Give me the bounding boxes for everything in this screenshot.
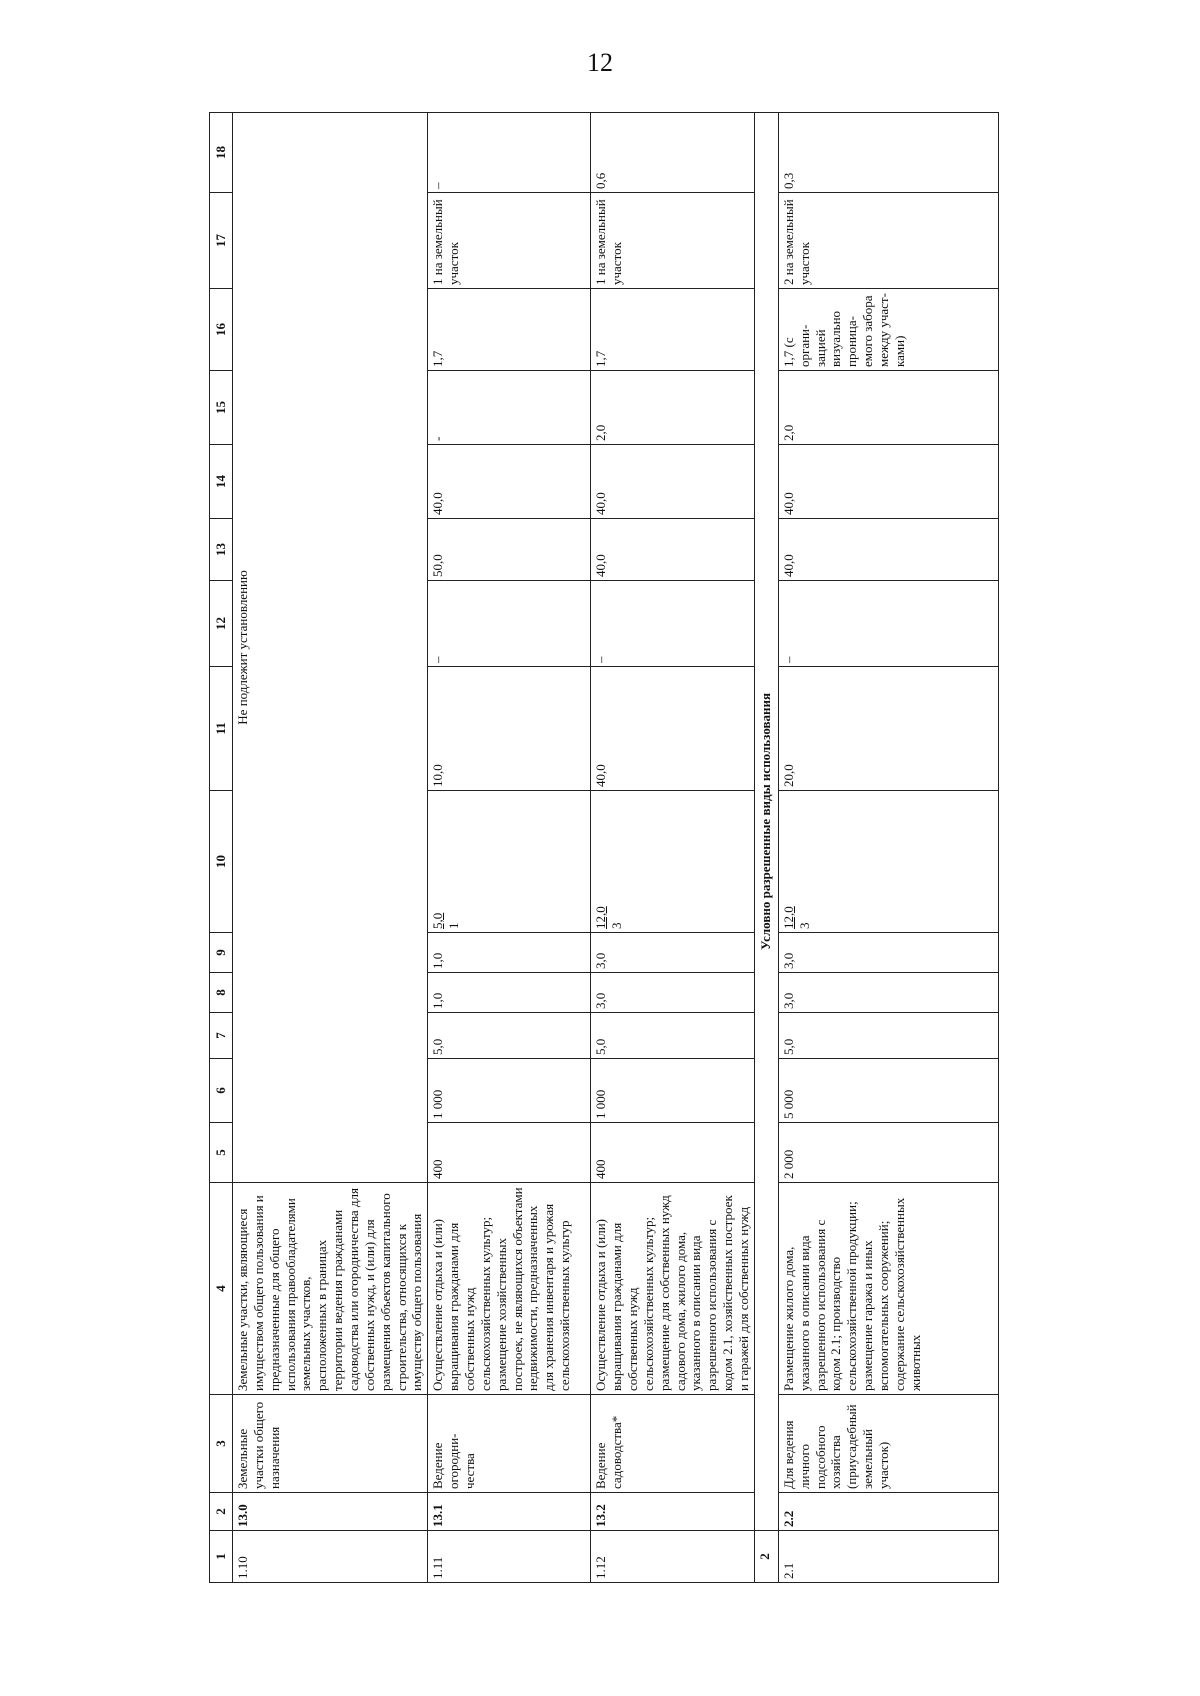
- row-number: 2.1: [778, 1531, 998, 1583]
- fraction-numerator: 12,0: [593, 906, 609, 929]
- use-description: Осуществление отдыха и (или) выращивания гражданами для собственных нужд сельскохозяйственных культур; размещение для собственных нужд садового дома, жилого дома, указанного в описании вида разрешенного использования с кодом 2.1, хозяйственных построек и гаражей для собственных нужд: [591, 1183, 755, 1395]
- col-header: 15: [210, 371, 233, 445]
- cell: 1,7 (с органи-зацией визуально проница-емого забора между участ-ками): [778, 289, 998, 371]
- rotated-table-container: [209, 113, 1027, 1583]
- cell: 40,0: [591, 445, 755, 519]
- cell: 1,7: [591, 289, 755, 371]
- section-number: 2: [754, 1531, 778, 1583]
- col-header: 1: [210, 1531, 233, 1583]
- cell: –: [428, 581, 591, 667]
- fraction-cell: [591, 791, 755, 933]
- use-name: Ведение садоводства*: [591, 1395, 755, 1493]
- cell: –: [591, 581, 755, 667]
- cell: 2 на земельный участок: [778, 193, 998, 289]
- fraction-cell: [778, 791, 998, 933]
- use-code: 13.2: [591, 1493, 755, 1531]
- cell: 5,0: [591, 1013, 755, 1059]
- cell: 400: [428, 1123, 591, 1183]
- table-row: [428, 113, 591, 1583]
- col-header: 12: [210, 581, 233, 667]
- col-header: 16: [210, 289, 233, 371]
- cell: 2,0: [778, 371, 998, 445]
- use-code: 13.1: [428, 1493, 591, 1531]
- use-name: Ведение огородни-чества: [428, 1395, 591, 1493]
- use-name: Для ведения личного подсобного хозяйства (приусадебный земельный участок): [778, 1395, 998, 1493]
- col-header: 14: [210, 445, 233, 519]
- cell: 40,0: [778, 445, 998, 519]
- section-title: Условно разрешенные виды использования: [754, 113, 778, 1531]
- cell: 40,0: [591, 519, 755, 581]
- cell: 3,0: [778, 973, 998, 1013]
- use-description: Размещение жилого дома, указанного в описании вида разрешенного использования с кодом 2.1; производство сельскохозяйственной продукции; размещение гаража и иных вспомогательных сооружений; содержание сельскохозяйственных животных: [778, 1183, 998, 1395]
- col-header: 5: [210, 1123, 233, 1183]
- cell: 1 000: [591, 1059, 755, 1123]
- use-code: 2.2: [778, 1493, 998, 1531]
- cell: 20,0: [778, 667, 998, 791]
- fraction: [781, 906, 813, 929]
- row-number: 1.10: [233, 1531, 428, 1583]
- row-number: 1.12: [591, 1531, 755, 1583]
- cell: 5 000: [778, 1059, 998, 1123]
- col-header: 3: [210, 1395, 233, 1493]
- fraction: [593, 906, 625, 929]
- cell: 50,0: [428, 519, 591, 581]
- col-header: 6: [210, 1059, 233, 1123]
- col-header: 8: [210, 973, 233, 1013]
- col-header: 10: [210, 791, 233, 933]
- col-header: 4: [210, 1183, 233, 1395]
- table-row: [591, 113, 755, 1583]
- cell: 2,0: [591, 371, 755, 445]
- fraction-denominator: 3: [609, 922, 625, 929]
- not-established-cell: Не подлежит установлению: [233, 113, 428, 1183]
- col-header: 18: [210, 113, 233, 193]
- use-name: Земельные участки общего назначения: [233, 1395, 428, 1493]
- fraction: [430, 913, 462, 929]
- land-use-table: [209, 112, 999, 1583]
- cell: 5,0: [428, 1013, 591, 1059]
- cell: 0,6: [591, 113, 755, 193]
- use-code: 13.0: [233, 1493, 428, 1531]
- fraction-cell: [428, 791, 591, 933]
- section-row: [754, 113, 778, 1583]
- fraction-denominator: 3: [796, 922, 812, 929]
- col-header: 13: [210, 519, 233, 581]
- page-number: 12: [587, 48, 613, 77]
- fraction-denominator: 1: [446, 922, 462, 929]
- cell: 40,0: [778, 519, 998, 581]
- row-number: 1.11: [428, 1531, 591, 1583]
- cell: 400: [591, 1123, 755, 1183]
- use-description: Осуществление отдыха и (или) выращивания гражданами для собственных нужд сельскохозяйственных культур; размещение хозяйственных построек, не являющихся объектами недвижимости, предназначенных для хранения инвентаря и урожая сельскохозяйственных культур: [428, 1183, 591, 1395]
- cell: 40,0: [428, 445, 591, 519]
- cell: 40,0: [591, 667, 755, 791]
- col-header: 9: [210, 933, 233, 973]
- cell: 1,0: [428, 933, 591, 973]
- table-row: [778, 113, 998, 1583]
- cell: 2 000: [778, 1123, 998, 1183]
- fraction-numerator: 12,0: [780, 906, 796, 929]
- table-row: [233, 113, 428, 1583]
- cell: -: [428, 371, 591, 445]
- cell: 0,3: [778, 113, 998, 193]
- cell: 3,0: [591, 973, 755, 1013]
- use-description: Земельные участки, являющиеся имуществом общего пользования и предназначенные для общего использования правообладателями земельных участков, расположенных в границах территории ведения гражданами садоводства или огородничества для собственных нужд, и (или) для размещения объектов капитального строительства, относящихся к имуществу общего пользования: [233, 1183, 428, 1395]
- cell: 1 на земельный участок: [428, 193, 591, 289]
- cell: –: [778, 581, 998, 667]
- col-header: 11: [210, 667, 233, 791]
- cell: 1 000: [428, 1059, 591, 1123]
- cell: 3,0: [591, 933, 755, 973]
- cell: 3,0: [778, 933, 998, 973]
- cell: 1,7: [428, 289, 591, 371]
- cell: –: [428, 113, 591, 193]
- cell: 1,0: [428, 973, 591, 1013]
- col-header: 17: [210, 193, 233, 289]
- col-header: 2: [210, 1493, 233, 1531]
- cell: 10,0: [428, 667, 591, 791]
- fraction-numerator: 5,0: [430, 912, 446, 929]
- col-header: 7: [210, 1013, 233, 1059]
- cell: 1 на земельный участок: [591, 193, 755, 289]
- header-row: [210, 113, 233, 1583]
- cell: 5,0: [778, 1013, 998, 1059]
